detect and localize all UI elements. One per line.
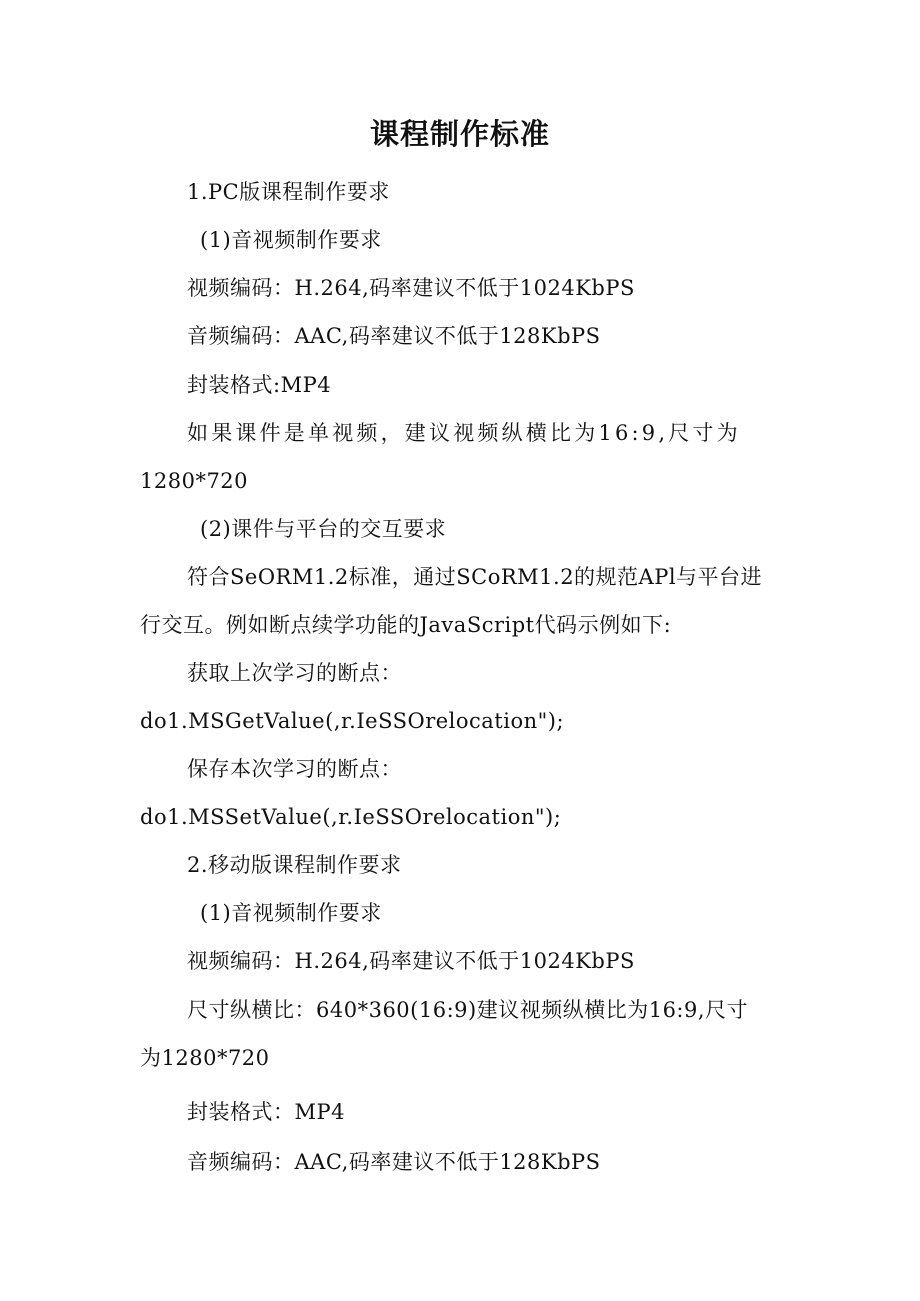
paragraph-aspect-ratio-cont: 1280*720 [140,469,249,493]
paragraph-aspect-ratio: 如果课件是单视频，建议视频纵横比为16:9,尺寸为 [187,421,741,445]
paragraph-audio-codec: 音频编码：AAC,码率建议不低于128KbPS [187,324,601,348]
paragraph-video-codec: 视频编码：H.264,码率建议不低于1024KbPS [187,276,635,300]
code-get-value: do1.MSGetValue(,r.IeSSOrelocation"); [140,709,565,733]
subsection-heading-av: (1)音视频制作要求 [200,228,382,252]
paragraph-video-codec-mobile: 视频编码：H.264,码率建议不低于1024KbPS [187,949,635,973]
subsection-heading-interaction: (2)课件与平台的交互要求 [200,517,447,541]
paragraph-size-ratio-mobile-cont: 为1280*720 [140,1046,270,1070]
paragraph-get-breakpoint-label: 获取上次学习的断点： [187,661,402,685]
paragraph-scorm: 符合SeORM1.2标准，通过SCoRM1.2的规范APl与平台进 [187,565,763,589]
code-set-value: do1.MSSetValue(,r.IeSSOrelocation"); [140,805,562,829]
section-heading-pc: 1.PC版课程制作要求 [187,180,390,204]
paragraph-scorm-cont: 行交互。例如断点续学功能的JavaScript代码示例如下: [140,613,672,637]
section-heading-mobile: 2.移动版课程制作要求 [187,853,402,877]
subsection-heading-av-mobile: (1)音视频制作要求 [200,901,382,925]
paragraph-size-ratio-mobile: 尺寸纵横比：640*360(16:9)建议视频纵横比为16:9,尺寸 [187,998,749,1022]
paragraph-audio-codec-mobile: 音频编码：AAC,码率建议不低于128KbPS [187,1150,601,1174]
page-title: 课程制作标准 [369,117,550,151]
paragraph-save-breakpoint-label: 保存本次学习的断点： [187,757,402,781]
paragraph-container-format-mobile: 封装格式：MP4 [187,1100,345,1124]
paragraph-container-format: 封装格式:MP4 [187,373,332,397]
